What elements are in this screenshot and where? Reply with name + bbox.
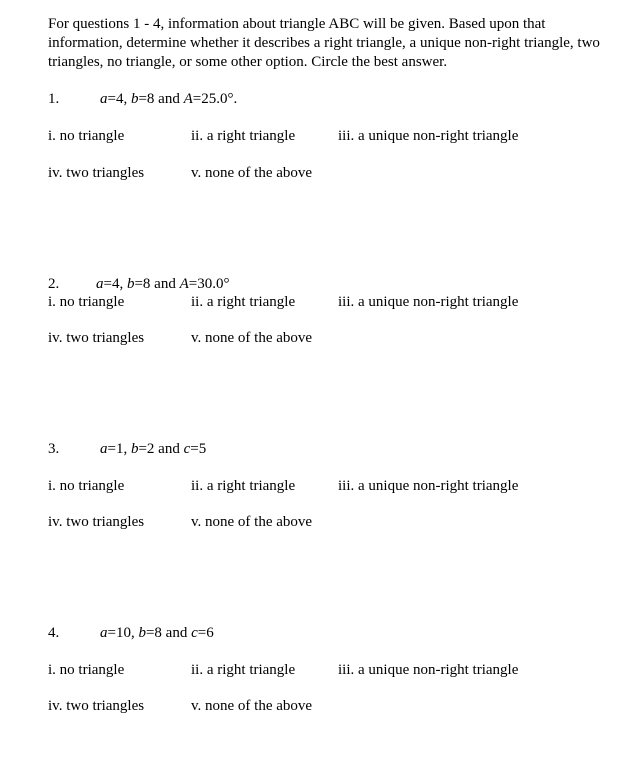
q1-option-iv[interactable]: iv. two triangles [48,165,145,181]
question-4-number: 4. [48,625,60,641]
q4-option-v[interactable]: v. none of the above [191,698,313,714]
q3-option-ii[interactable]: ii. a right triangle [191,478,296,494]
q4-val-b: =8 and [145,625,192,641]
q1-var-b: b [130,91,139,107]
question-3-number: 3. [48,441,60,457]
q2-option-iv[interactable]: iv. two triangles [48,330,145,346]
q4-var-a: a [100,625,108,641]
q4-option-iii[interactable]: iii. a unique non-right triangle [338,662,519,678]
q2-val-a: =4, [103,276,127,292]
q1-var-3: A [183,91,193,107]
q1-var-a: a [100,91,108,107]
q3-option-i[interactable]: i. no triangle [48,478,125,494]
question-3-given [100,441,206,458]
q1-option-i[interactable]: i. no triangle [48,128,125,144]
q1-val-3: =25.0°. [192,91,238,107]
question-2-number: 2. [48,276,60,292]
q2-option-ii[interactable]: ii. a right triangle [191,294,296,310]
q2-var-a: a [96,276,104,292]
q1-option-v[interactable]: v. none of the above [191,165,313,181]
q2-val-b: =8 and [134,276,180,292]
q3-var-b: b [130,441,139,457]
question-1-given [100,91,237,108]
question-1-number: 1. [48,91,60,107]
q1-val-b: =8 and [138,91,184,107]
q3-option-iv[interactable]: iv. two triangles [48,514,145,530]
q3-val-a: =1, [107,441,131,457]
q4-val-3: =6 [197,625,214,641]
q3-val-3: =5 [190,441,207,457]
q2-val-3: =30.0° [188,276,230,292]
q1-option-iii[interactable]: iii. a unique non-right triangle [338,128,519,144]
question-2-given [96,276,229,293]
q1-val-a: =4, [107,91,131,107]
q4-var-3: c [191,625,198,641]
q2-option-i[interactable]: i. no triangle [48,294,125,310]
q3-var-3: c [183,441,191,457]
q4-option-ii[interactable]: ii. a right triangle [191,662,296,678]
q2-var-3: A [179,276,189,292]
q3-option-iii[interactable]: iii. a unique non-right triangle [338,478,519,494]
q4-val-a: =10, [107,625,139,641]
q4-var-b: b [138,625,146,641]
q4-option-i[interactable]: i. no triangle [48,662,125,678]
q2-var-b: b [126,276,135,292]
q3-val-b: =2 and [138,441,184,457]
instructions-paragraph: For questions 1 - 4, information about triangle ABC will be given. Based upon that information, determine whether it describes a right triangle, a unique non-right triangle, two triangles, no triangle, or some other option. Circle the best answer. [48,16,600,70]
q4-option-iv[interactable]: iv. two triangles [48,698,145,714]
q2-option-iii[interactable]: iii. a unique non-right triangle [338,294,519,310]
q1-option-ii[interactable]: ii. a right triangle [191,128,296,144]
question-4-given [100,625,214,642]
q3-option-v[interactable]: v. none of the above [191,514,313,530]
q2-option-v[interactable]: v. none of the above [191,330,313,346]
q3-var-a: a [100,441,108,457]
